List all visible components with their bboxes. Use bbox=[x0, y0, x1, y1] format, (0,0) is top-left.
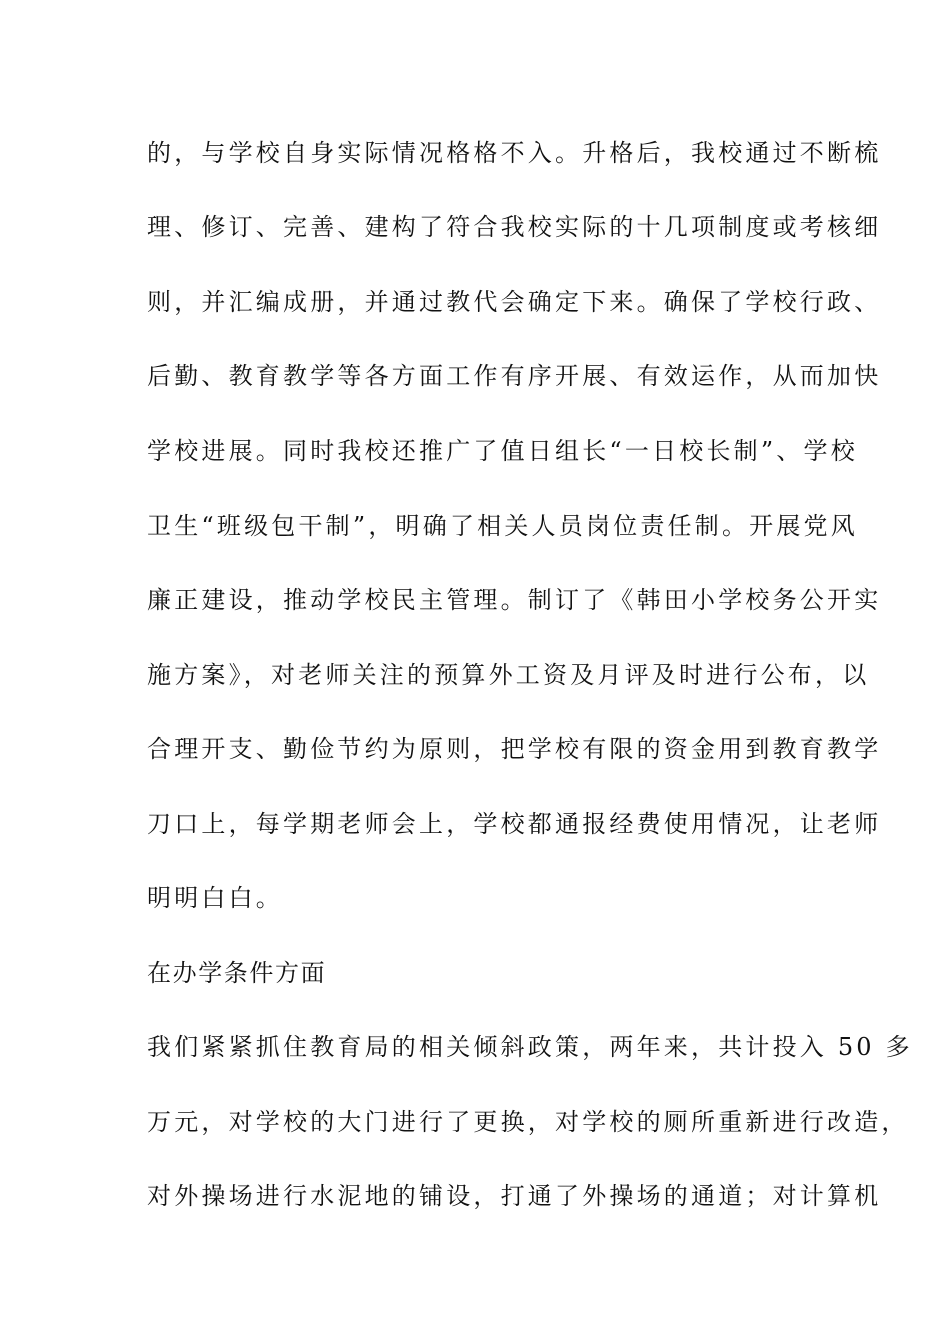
section-heading: 在办学条件方面 bbox=[147, 959, 327, 987]
paragraph-line: 学校进展。同时我校还推广了值日组长“一日校长制”、学校 bbox=[147, 437, 858, 465]
paragraph-line: 后勤、教育教学等各方面工作有序开展、有效运作，从而加快 bbox=[147, 362, 882, 390]
paragraph-line: 则，并汇编成册，并通过教代会确定下来。确保了学校行政、 bbox=[147, 288, 882, 316]
paragraph-line: 我们紧紧抓住教育局的相关倾斜政策，两年来，共计投入 50 多 bbox=[147, 1033, 913, 1061]
paragraph-line: 刀口上，每学期老师会上，学校都通报经费使用情况，让老师 bbox=[147, 810, 882, 838]
paragraph-line: 施方案》，对老师关注的预算外工资及月评及时进行公布，以 bbox=[147, 661, 870, 689]
paragraph-line: 合理开支、勤俭节约为原则，把学校有限的资金用到教育教学 bbox=[147, 735, 882, 763]
paragraph-line: 理、修订、完善、建构了符合我校实际的十几项制度或考核细 bbox=[147, 213, 882, 241]
paragraph-line: 对外操场进行水泥地的铺设，打通了外操场的通道；对计算机 bbox=[147, 1182, 882, 1210]
paragraph-line: 的，与学校自身实际情况格格不入。升格后，我校通过不断梳 bbox=[147, 139, 882, 167]
paragraph-line: 明明白白。 bbox=[147, 884, 283, 912]
paragraph-line: 廉正建设，推动学校民主管理。制订了《韩田小学校务公开实 bbox=[147, 586, 882, 614]
paragraph-line: 万元，对学校的大门进行了更换，对学校的厕所重新进行改造， bbox=[147, 1108, 909, 1136]
paragraph-line: 卫生“班级包干制”，明确了相关人员岗位责任制。开展党风 bbox=[147, 512, 858, 540]
